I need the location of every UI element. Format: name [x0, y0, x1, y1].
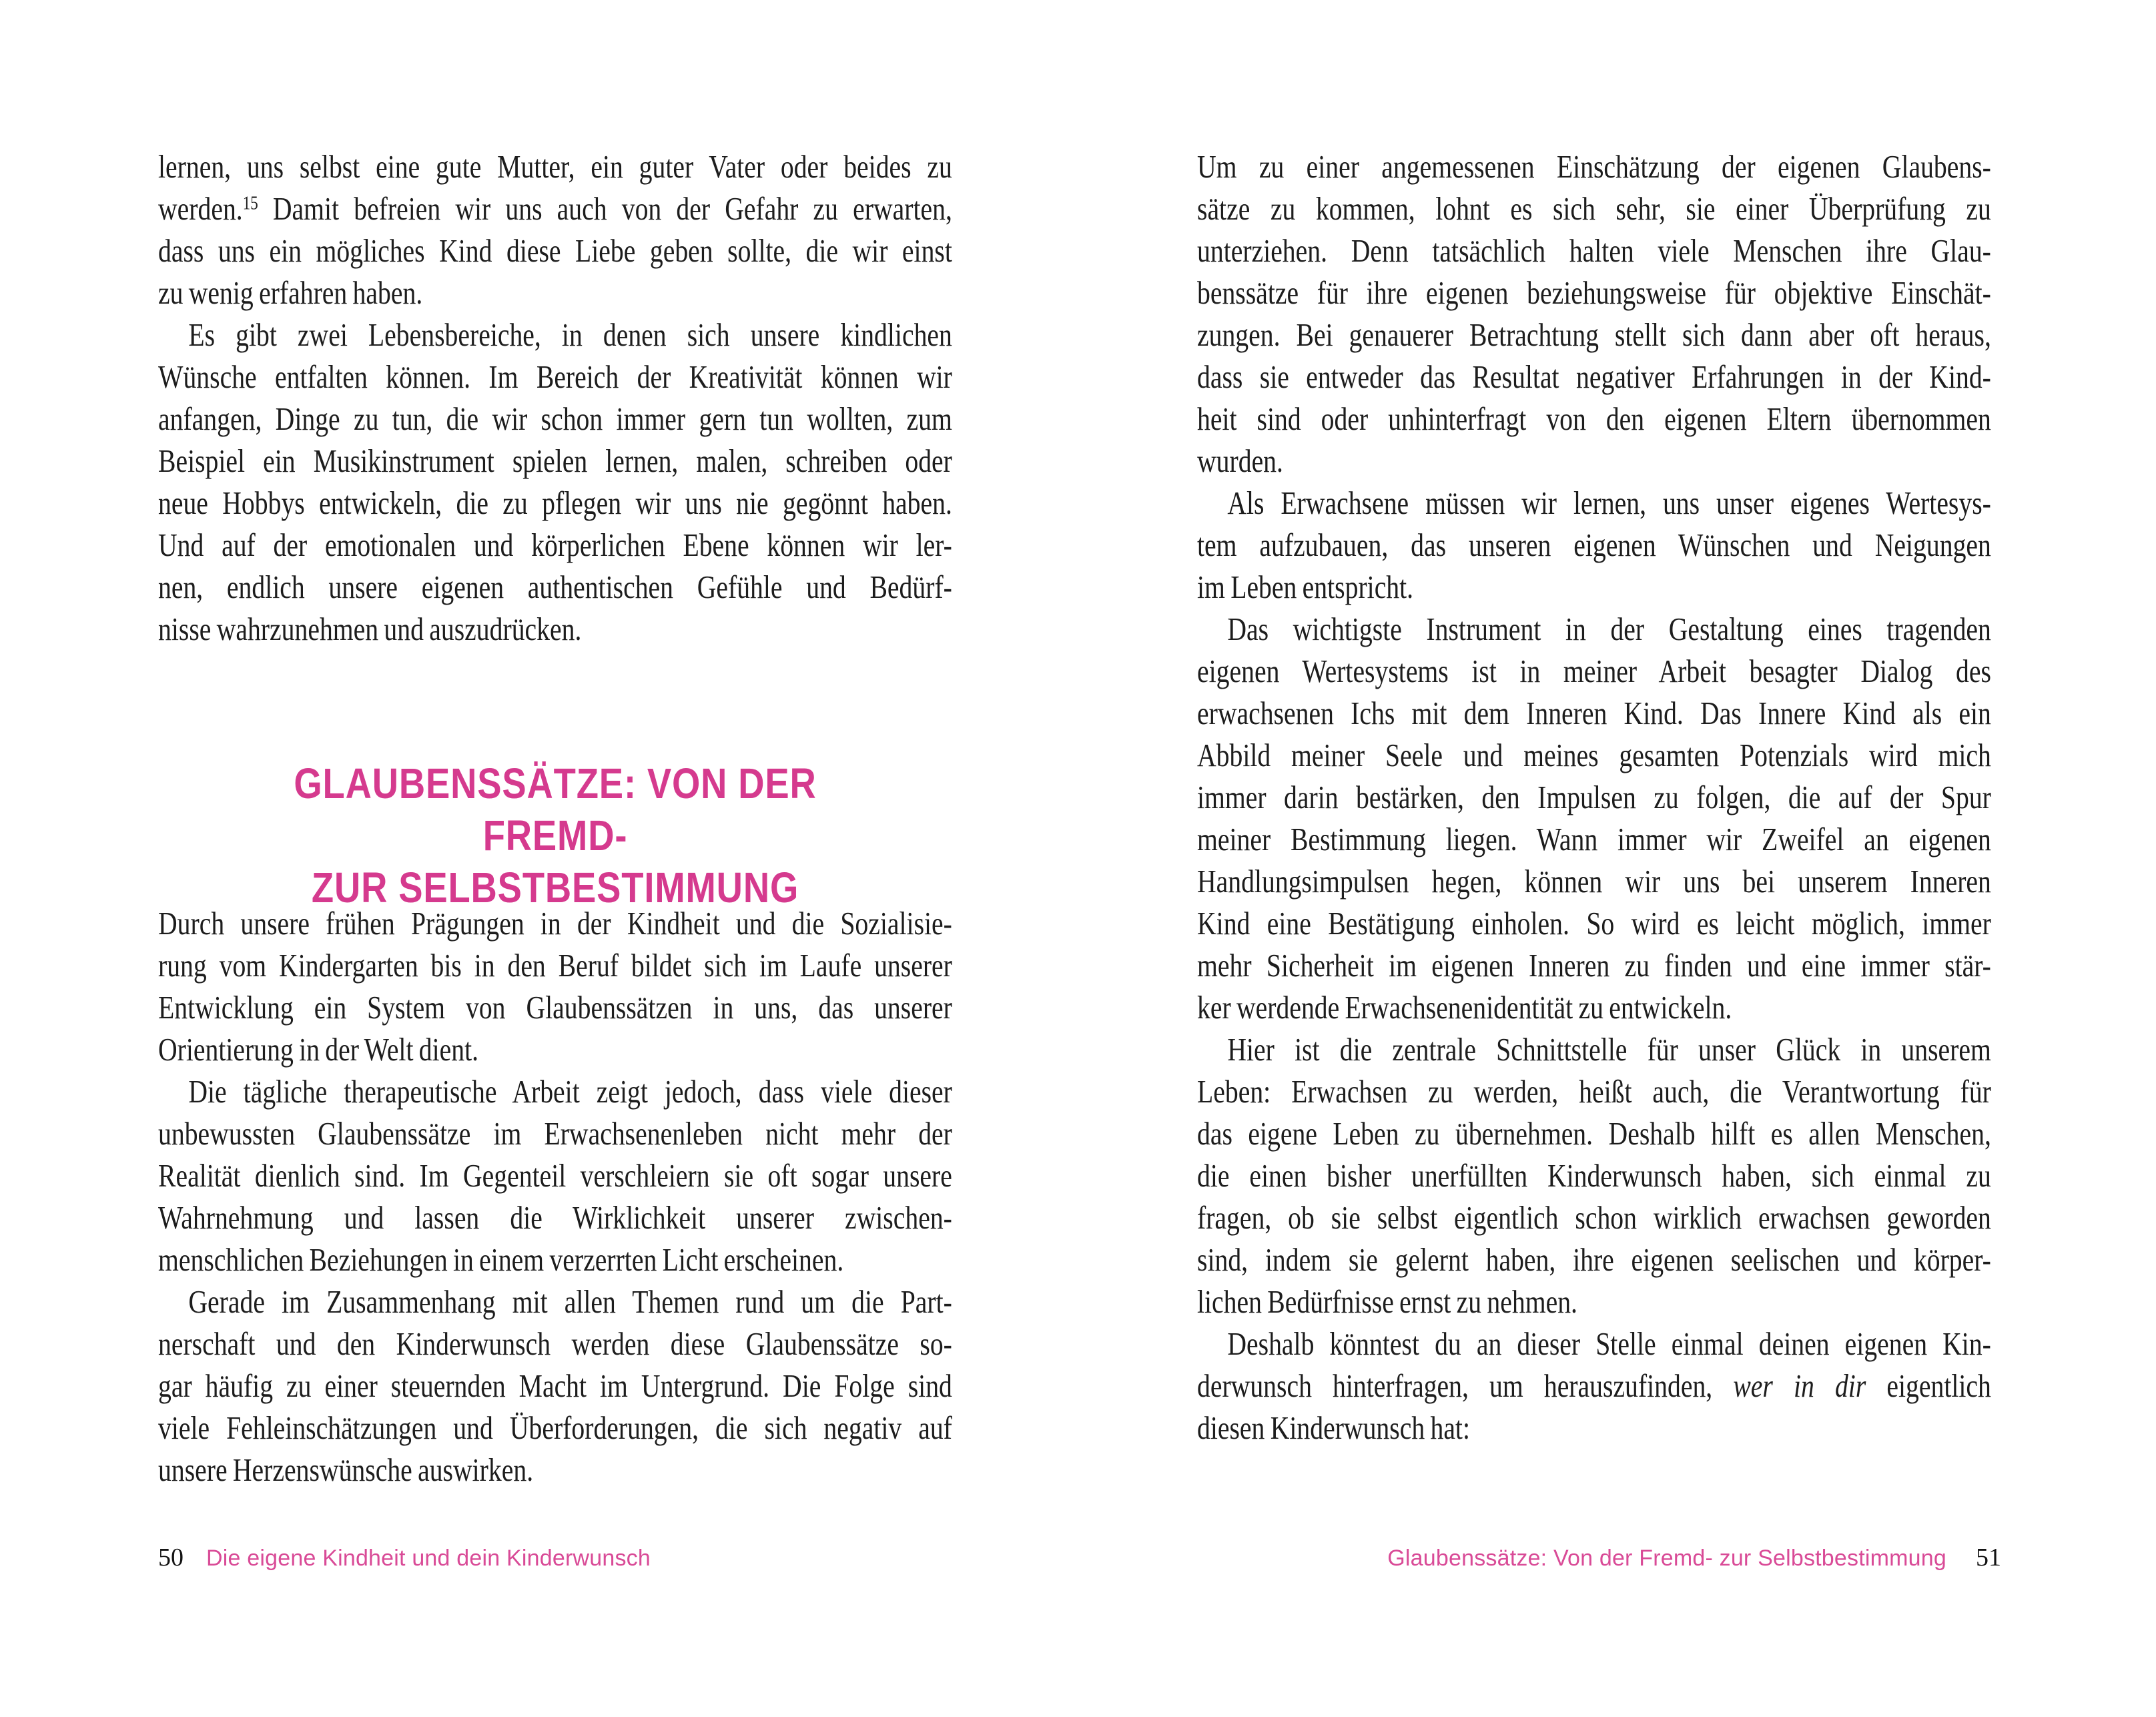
text-line: diesen Kinderwunsch hat: [1197, 1409, 1470, 1446]
text-line: Leben: Erwachsen zu werden, heißt auch, die Verantwortung für [1197, 1073, 1991, 1110]
text-line: Und auf der emotionalen und körperlichen Ebene können wir ler- [158, 527, 952, 563]
text-line: ker werdende Erwachsenenidentität zu entwickeln. [1197, 989, 1732, 1026]
text-line: anfangen, Dinge zu tun, die wir schon immer gern tun wollten, zum [158, 400, 952, 437]
text-line: heit sind oder unhinterfragt von den eigenen Eltern übernommen [1197, 400, 1991, 437]
text-line: wurden. [1197, 442, 1283, 479]
text-line: unbewussten Glaubenssätze im Erwachsenenleben nicht mehr der [158, 1115, 952, 1152]
text-line: Wahrnehmung und lassen die Wirklichkeit unserer zwischen- [158, 1199, 952, 1236]
text-line: Es gibt zwei Lebensbereiche, in denen sich unsere kindlichen [188, 316, 952, 353]
text-line: erwachsenen Ichs mit dem Inneren Kind. Das Innere Kind als ein [1197, 695, 1991, 731]
text-line: gar häufig zu einer steuernden Macht im Untergrund. Die Folge sind [158, 1367, 952, 1404]
text-line: viele Fehleinschätzungen und Überforderungen, die sich negativ auf [158, 1409, 952, 1446]
text-line: unterziehen. Denn tatsächlich halten viele Menschen ihre Glau- [1197, 232, 1991, 269]
right-page-text [1197, 145, 1991, 1449]
text-line: tem aufzubauen, das unseren eigenen Wünschen und Neigungen [1197, 527, 1991, 563]
text-line: menschlichen Beziehungen in einem verzerrten Licht erscheinen. [158, 1241, 844, 1278]
text-line: Abbild meiner Seele und meines gesamten Potenzials wird mich [1197, 737, 1991, 773]
text-line: Orientierung in der Welt dient. [158, 1031, 479, 1068]
right-footer-chapter-title: Glaubenssätze: Von der Fremd- zur Selbstbestimmung [1387, 1546, 1946, 1571]
text-line: immer darin bestärken, den Impulsen zu folgen, die auf der Spur [1197, 779, 1991, 815]
text-line: Als Erwachsene müssen wir lernen, uns unser eigenes Wertesys- [1227, 484, 1991, 521]
text-line: werden.$^{15}$ Damit befreien wir uns auch von der Gefahr zu erwarten, [158, 190, 952, 227]
text-line: Hier ist die zentrale Schnittstelle für unser Glück in unserem [1227, 1031, 1991, 1068]
text-line: eigenen Wertesystems ist in meiner Arbeit besagter Dialog des [1197, 653, 1991, 689]
text-line: Realität dienlich sind. Im Gegenteil verschleiern sie oft sogar unsere [158, 1157, 952, 1194]
paragraph [1197, 1028, 1991, 1323]
text-line: neue Hobbys entwickeln, die zu pflegen wir uns nie gegönnt haben. [158, 484, 952, 521]
left-footer-chapter-title: Die eigene Kindheit und dein Kinderwunsch [206, 1546, 651, 1571]
text-line: Deshalb könntest du an dieser Stelle einmal deinen eigenen Kin- [1227, 1325, 1991, 1362]
text-line: zungen. Bei genauerer Betrachtung stellt sich dann aber oft heraus, [1197, 316, 1991, 353]
text-line: lernen, uns selbst eine gute Mutter, ein guter Vater oder beides zu [158, 148, 952, 185]
left-running-footer [158, 1543, 651, 1572]
paragraph [1197, 1323, 1991, 1449]
text-line: Kind eine Bestätigung einholen. So wird es leicht möglich, immer [1197, 905, 1991, 942]
text-line: nerschaft und den Kinderwunsch werden diese Glaubenssätze so- [158, 1325, 952, 1362]
text-line: Handlungsimpulsen hegen, können wir uns bei unserem Inneren [1197, 863, 1991, 900]
text-line: Die tägliche therapeutische Arbeit zeigt jedoch, dass viele dieser [188, 1073, 952, 1110]
section-heading-line-1: GLAUBENSSÄTZE: VON DER FREMD- [294, 759, 817, 860]
left-page-number: 50 [158, 1543, 184, 1572]
text-line: Beispiel ein Musikinstrument spielen lernen, malen, schreiben oder [158, 442, 952, 479]
text-line: fragen, ob sie selbst eigentlich schon wirklich erwachsen geworden [1197, 1199, 1991, 1236]
text-line: Entwicklung ein System von Glaubenssätzen in uns, das unserer [158, 989, 952, 1026]
text-line: derwunsch hinterfragen, um herauszufinden, wer in dir eigentlich [1197, 1367, 1991, 1404]
paragraph [158, 314, 952, 650]
text-line: Gerade im Zusammenhang mit allen Themen rund um die Part- [188, 1283, 952, 1320]
text-line: Das wichtigste Instrument in der Gestaltung eines tragenden [1227, 611, 1991, 647]
left-page-text-bottom [158, 902, 952, 1491]
text-line: lichen Bedürfnisse ernst zu nehmen. [1197, 1283, 1577, 1320]
text-line: im Leben entspricht. [1197, 569, 1414, 605]
text-line: das eigene Leben zu übernehmen. Deshalb hilft es allen Menschen, [1197, 1115, 1991, 1152]
text-line: sätze zu kommen, lohnt es sich sehr, sie einer Überprüfung zu [1197, 190, 1991, 227]
left-page-text-top [158, 145, 952, 650]
paragraph [1197, 145, 1991, 482]
paragraph [1197, 608, 1991, 1028]
text-line: dass sie entweder das Resultat negativer Erfahrungen in der Kind- [1197, 358, 1991, 395]
section-heading-line-2: ZUR SELBSTBESTIMMUNG [311, 864, 799, 912]
paragraph [158, 145, 952, 314]
text-line: Wünsche entfalten können. Im Bereich der Kreativität können wir [158, 358, 952, 395]
right-page-number: 51 [1976, 1543, 2001, 1572]
text-line: Durch unsere frühen Prägungen in der Kindheit und die Sozialisie- [158, 905, 952, 942]
paragraph [1197, 482, 1991, 608]
section-heading [158, 757, 952, 914]
text-line: meiner Bestimmung liegen. Wann immer wir Zweifel an eigenen [1197, 821, 1991, 857]
text-line: nen, endlich unsere eigenen authentischen Gefühle und Bedürf- [158, 569, 952, 605]
paragraph [158, 1281, 952, 1491]
text-line: unsere Herzenswünsche auswirken. [158, 1451, 534, 1488]
right-running-footer [1387, 1543, 2001, 1572]
paragraph [158, 902, 952, 1070]
text-line: Um zu einer angemessenen Einschätzung der eigenen Glaubens- [1197, 148, 1991, 185]
paragraph [158, 1070, 952, 1281]
text-line: benssätze für ihre eigenen beziehungsweise für objektive Einschät- [1197, 274, 1991, 311]
text-line: mehr Sicherheit im eigenen Inneren zu finden und eine immer stär- [1197, 947, 1991, 984]
text-line: dass uns ein mögliches Kind diese Liebe geben sollte, die wir einst [158, 232, 952, 269]
text-line: sind, indem sie gelernt haben, ihre eigenen seelischen und körper- [1197, 1241, 1991, 1278]
text-line: rung vom Kindergarten bis in den Beruf bildet sich im Laufe unserer [158, 947, 952, 984]
text-line: zu wenig erfahren haben. [158, 274, 423, 311]
text-line: die einen bisher unerfüllten Kinderwunsch haben, sich einmal zu [1197, 1157, 1991, 1194]
text-line: nisse wahrzunehmen und auszudrücken. [158, 611, 582, 647]
